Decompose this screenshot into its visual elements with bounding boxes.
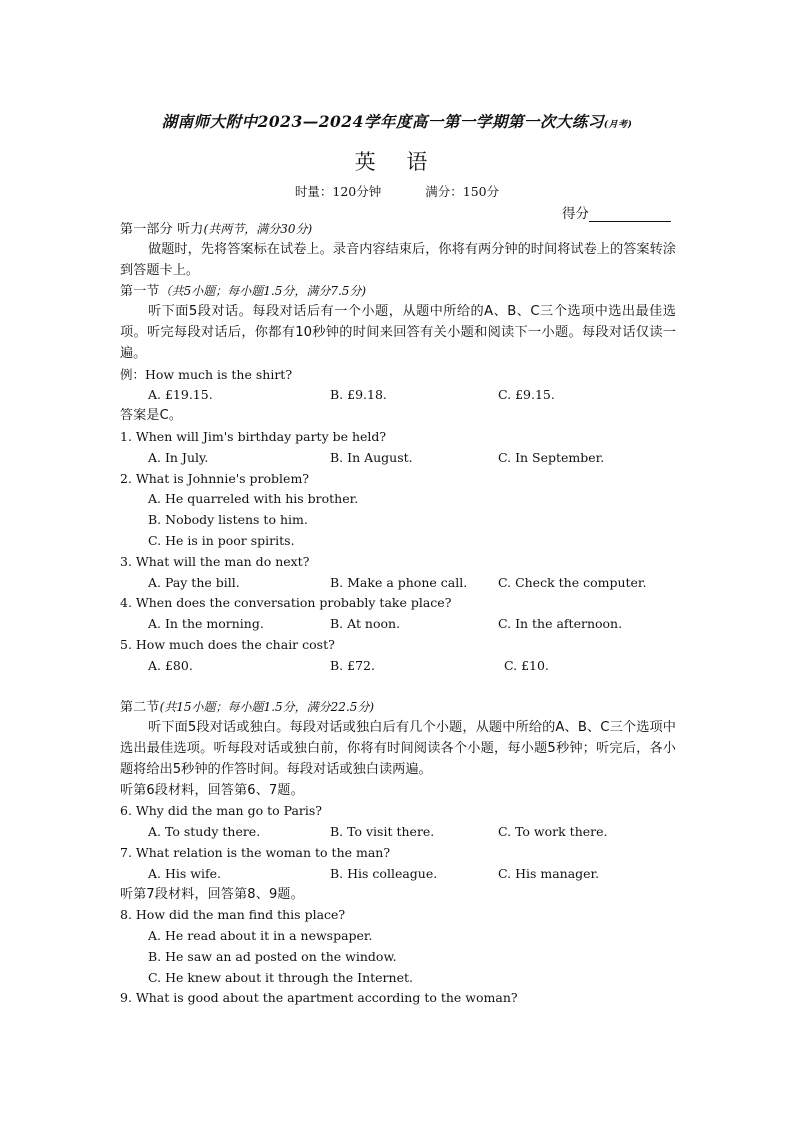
question-6: 6. Why did the man go to Paris? [120,803,322,819]
question-7: 7. What relation is the woman to the man? [120,844,391,860]
question-8: 8. How did the man find this place? [120,907,346,923]
question-7-options [120,864,676,885]
question-3: 3. What will the man do next? [120,553,310,569]
option-b: B. He saw an ad posted on the window. [148,948,397,964]
exam-title [0,110,794,132]
question-2: 2. What is Johnnie's problem? [120,470,309,486]
option-c: C. In the afternoon. [498,616,623,632]
option-a: A. To study there. [148,824,261,840]
part1-heading: 第一部分 听力(共两节，满分30分) [120,222,313,237]
option-c: C. He knew about it through the Internet. [148,969,413,985]
question-4: 4. When does the conversation probably take place? [120,595,452,611]
option-b: B. His colleague. [330,865,438,881]
score-label: 得分 [562,206,589,222]
subject-title: 英 语 [354,150,440,174]
option-b: B. £9.18. [330,387,387,403]
example-answer: 答案是C。 [120,408,183,424]
example-options [120,385,676,406]
example-question: 例：How much is the shirt? [120,366,293,382]
section1-heading-note: （共5小题；每小题1.5分，满分7.5分) [159,284,367,299]
option-b: B. £72. [330,657,375,673]
section1-heading: 第一节（共5小题；每小题1.5分，满分7.5分) [120,284,367,300]
option-c: C. His manager. [498,865,600,881]
spacer [120,677,676,698]
option-a: A. His wife. [148,865,221,881]
option-a: A. £80. [148,657,193,673]
question-1-options [120,448,676,469]
exam-content [120,219,676,1009]
option-c: C. £10. [504,657,549,673]
section2-instructions: 听下面5段对话或独白。每段对话或独白后有几个小题，从题中所给的A、B、C三个选项中选出最佳选项。听每段对话或独白前，你将有时间阅读各个小题，每小题5秒钟；听完后，各小题将给出5秒钟的作答时间。每段对话或独白读两遍。 [120,720,676,777]
option-a: A. In July. [148,449,209,465]
exam-title-note: (月考) [603,120,633,130]
full-score: 满分：150分 [425,184,500,199]
material-6-note: 听第6段材料，回答第6、7题。 [120,782,304,798]
material-7-note: 听第7段材料，回答第8、9题。 [120,886,304,902]
section2-heading-note: (共15小题；每小题1.5分，满分22.5分) [159,700,375,715]
question-5-options [120,656,676,677]
option-b: B. Make a phone call. [330,574,468,590]
option-c: C. Check the computer. [498,574,647,590]
option-b: B. To visit there. [330,824,435,840]
option-a: A. In the morning. [148,616,264,632]
part1-heading-note: (共两节，满分30分) [203,222,313,236]
question-3-options [120,573,676,594]
option-a: A. Pay the bill. [148,574,240,590]
exam-meta [0,182,794,200]
option-b: B. Nobody listens to him. [148,512,308,528]
option-b: B. At noon. [330,616,401,632]
question-1: 1. When will Jim's birthday party be held? [120,428,387,444]
option-a: A. £19.15. [148,387,213,403]
question-5: 5. How much does the chair cost? [120,636,335,652]
section2-heading: 第二节(共15小题；每小题1.5分，满分22.5分) [120,700,375,716]
option-c: C. To work there. [498,824,608,840]
exam-title-text: 湖南师大附中2023—2024学年度高一第一学期第一次大练习 [161,112,604,131]
part1-instructions: 做题时，先将答案标在试卷上。录音内容结束后，你将有两分钟的时间将试卷上的答案转涂到答题卡上。 [120,241,676,278]
option-c: C. He is in poor spirits. [148,532,295,548]
option-b: B. In August. [330,449,413,465]
section1-instructions: 听下面5段对话。每段对话后有一个小题，从题中所给的A、B、C三个选项中选出最佳选项。听完每段对话后，你都有10秒钟的时间来回答有关小题和阅读下一小题。每段对话仅读一遍。 [120,304,676,361]
option-a: A. He quarreled with his brother. [148,491,359,507]
question-4-options [120,614,676,635]
question-6-options [120,822,676,843]
option-a: A. He read about it in a newspaper. [148,928,373,944]
option-c: C. £9.15. [498,387,555,403]
time-limit: 时量：120分钟 [294,184,382,199]
question-9: 9. What is good about the apartment according to the woman? [120,990,518,1006]
option-c: C. In September. [498,449,605,465]
